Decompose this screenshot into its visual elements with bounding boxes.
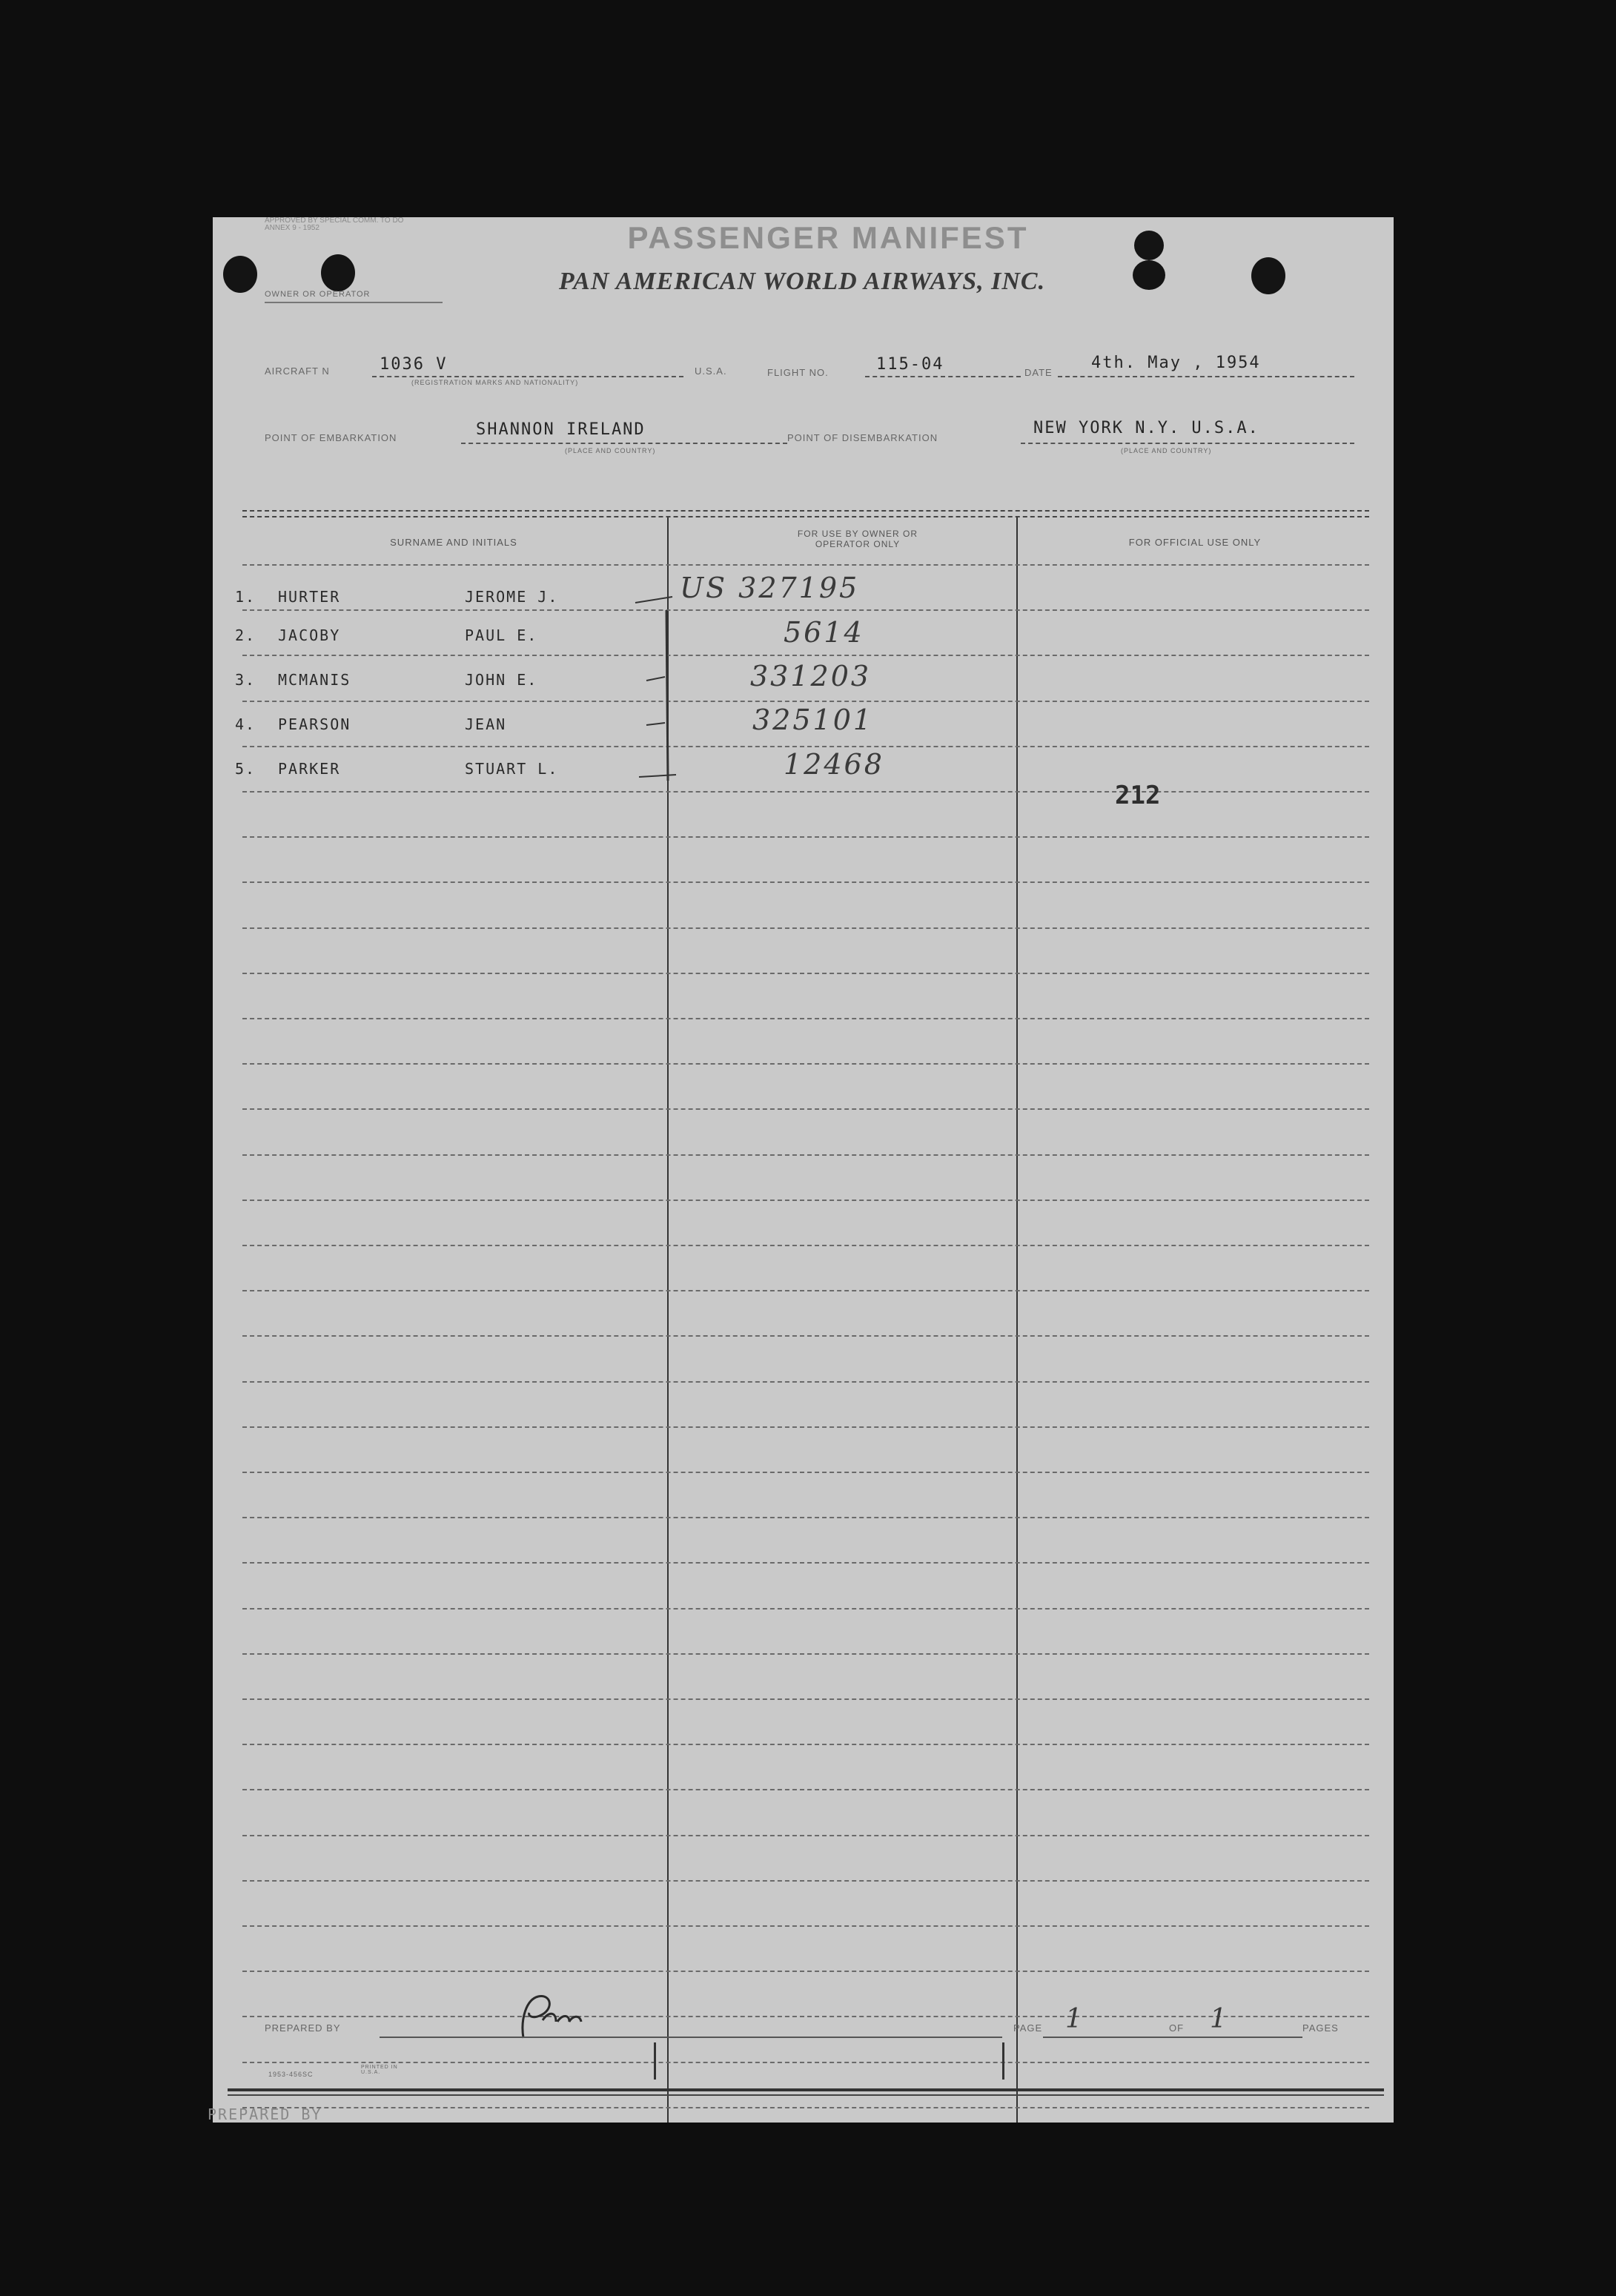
- aircraft-value: 1036 V: [380, 355, 448, 374]
- embarkation-sub: (PLACE AND COUNTRY): [565, 447, 656, 454]
- row-rule: [242, 836, 1369, 838]
- row-rule: [242, 564, 1369, 566]
- form-title: PASSENGER MANIFEST: [627, 220, 1029, 255]
- row-rule: [242, 655, 1369, 656]
- flight-label: FLIGHT NO.: [767, 367, 829, 378]
- col-header-official: FOR OFFICIAL USE ONLY: [1128, 537, 1262, 548]
- date-label: DATE: [1024, 367, 1053, 378]
- col-header-owner: FOR USE BY OWNER OR OPERATOR ONLY: [797, 529, 918, 549]
- row-rule: [242, 1925, 1369, 1927]
- row-rule: [242, 1880, 1369, 1882]
- row-number: 4.: [235, 715, 256, 733]
- date-value: 4th. May , 1954: [1091, 354, 1261, 372]
- handwritten-number: 12468: [784, 748, 884, 781]
- of-value: 1: [1210, 2004, 1229, 2034]
- handwritten-number: US 327195: [680, 572, 860, 604]
- prepared-label: PREPARED BY: [265, 2022, 341, 2034]
- flight-value: 115-04: [876, 355, 944, 374]
- row-rule: [242, 701, 1369, 702]
- owner-label: OWNER OR OPERATOR: [265, 290, 371, 299]
- printed-note: PRINTED IN U.S.A.: [361, 2065, 398, 2075]
- row-rule: [242, 1290, 1369, 1291]
- footer-final-rule: [228, 2088, 1384, 2091]
- approval-note: APPROVED BY SPECIAL COMM. TO DO ANNEX 9 - 1952: [265, 217, 404, 232]
- footer-tick-2: [1002, 2042, 1004, 2080]
- row-rule: [242, 1835, 1369, 1836]
- row-rule: [242, 1744, 1369, 1745]
- disembarkation-sub: (PLACE AND COUNTRY): [1121, 447, 1212, 454]
- row-rule: [242, 1971, 1369, 1972]
- disembarkation-value: NEW YORK N.Y. U.S.A.: [1033, 419, 1259, 437]
- airline-name: PAN AMERICAN WORLD AIRWAYS, INC.: [558, 268, 1046, 295]
- row-rule: [242, 927, 1369, 929]
- handwritten-number: 325101: [752, 704, 874, 736]
- passenger-initials: STUART L.: [465, 760, 559, 778]
- footer-tick-1: [654, 2042, 656, 2080]
- handwritten-number: 331203: [750, 660, 872, 692]
- table-top-rule-2: [242, 516, 1369, 517]
- punch-hole-left-2: [321, 254, 355, 291]
- disembarkation-label: POINT OF DISEMBARKATION: [787, 432, 938, 443]
- row-number: 1.: [235, 588, 256, 606]
- passenger-initials: PAUL E.: [465, 626, 538, 644]
- disembarkation-underline: [1021, 443, 1354, 444]
- row-rule: [242, 1063, 1369, 1065]
- table-top-rule: [242, 510, 1369, 512]
- of-label: OF: [1169, 2022, 1185, 2034]
- page-underline: [1043, 2037, 1302, 2038]
- row-rule: [242, 881, 1369, 883]
- bleed-through-text: PREPARED BY: [208, 2105, 322, 2123]
- row-rule: [242, 1200, 1369, 1201]
- row-rule: [242, 1426, 1369, 1428]
- aircraft-sub: (REGISTRATION MARKS AND NATIONALITY): [411, 379, 579, 386]
- row-rule: [242, 1608, 1369, 1609]
- passenger-surname: MCMANIS: [278, 671, 351, 689]
- row-rule: [242, 1789, 1369, 1790]
- punch-hole-left: [223, 256, 257, 293]
- passenger-initials: JEROME J.: [465, 588, 559, 606]
- row-rule: [242, 1381, 1369, 1383]
- usa-label: U.S.A.: [695, 365, 727, 377]
- passenger-initials: JOHN E.: [465, 671, 538, 689]
- row-rule: [242, 2062, 1369, 2063]
- row-rule: [242, 1245, 1369, 1246]
- date-underline: [1058, 376, 1354, 377]
- row-rule: [242, 1517, 1369, 1518]
- row-rule: [242, 1108, 1369, 1110]
- passenger-surname: PEARSON: [278, 715, 351, 733]
- passenger-surname: HURTER: [278, 588, 341, 606]
- row-number: 3.: [235, 671, 256, 689]
- embarkation-value: SHANNON IRELAND: [476, 420, 646, 439]
- col-header-surname: SURNAME AND INITIALS: [390, 537, 517, 548]
- row-rule: [242, 1018, 1369, 1019]
- row-rule: [242, 746, 1369, 747]
- flight-underline: [865, 376, 1021, 377]
- row-rule: [242, 1653, 1369, 1655]
- row-number: 2.: [235, 626, 256, 644]
- page-label: PAGE: [1013, 2022, 1043, 2034]
- handwritten-number: 5614: [784, 616, 864, 649]
- manifest-sheet: [213, 217, 1394, 2123]
- official-stamp-number: 212: [1115, 781, 1161, 810]
- row-rule: [242, 1335, 1369, 1337]
- prepared-signature: [513, 1989, 602, 2048]
- column-divider-2: [1016, 517, 1018, 2123]
- handwritten-brace: [620, 580, 709, 795]
- row-number: 5.: [235, 760, 256, 778]
- embarkation-underline: [461, 443, 787, 444]
- row-rule: [242, 1562, 1369, 1564]
- prepared-underline: [380, 2037, 1002, 2038]
- row-rule: [242, 1472, 1369, 1473]
- owner-underline: [265, 302, 443, 303]
- punch-hole-right-1: [1134, 231, 1164, 260]
- row-rule: [242, 2016, 1369, 2017]
- pages-label: PAGES: [1302, 2022, 1339, 2034]
- row-rule: [242, 1698, 1369, 1700]
- row-rule: [242, 609, 1369, 611]
- row-rule: [242, 791, 1369, 793]
- row-rule: [242, 1154, 1369, 1156]
- embarkation-label: POINT OF EMBARKATION: [265, 432, 397, 443]
- passenger-surname: PARKER: [278, 760, 341, 778]
- passenger-initials: JEAN: [465, 715, 507, 733]
- aircraft-underline: [372, 376, 683, 377]
- aircraft-label: AIRCRAFT N: [265, 365, 330, 377]
- punch-hole-right-3: [1251, 257, 1285, 294]
- footer-final-rule-2: [228, 2094, 1384, 2096]
- form-code: 1953-456SC: [268, 2071, 314, 2078]
- row-rule: [242, 973, 1369, 974]
- page-value: 1: [1065, 2004, 1084, 2034]
- passenger-surname: JACOBY: [278, 626, 341, 644]
- punch-hole-right-2: [1133, 260, 1165, 290]
